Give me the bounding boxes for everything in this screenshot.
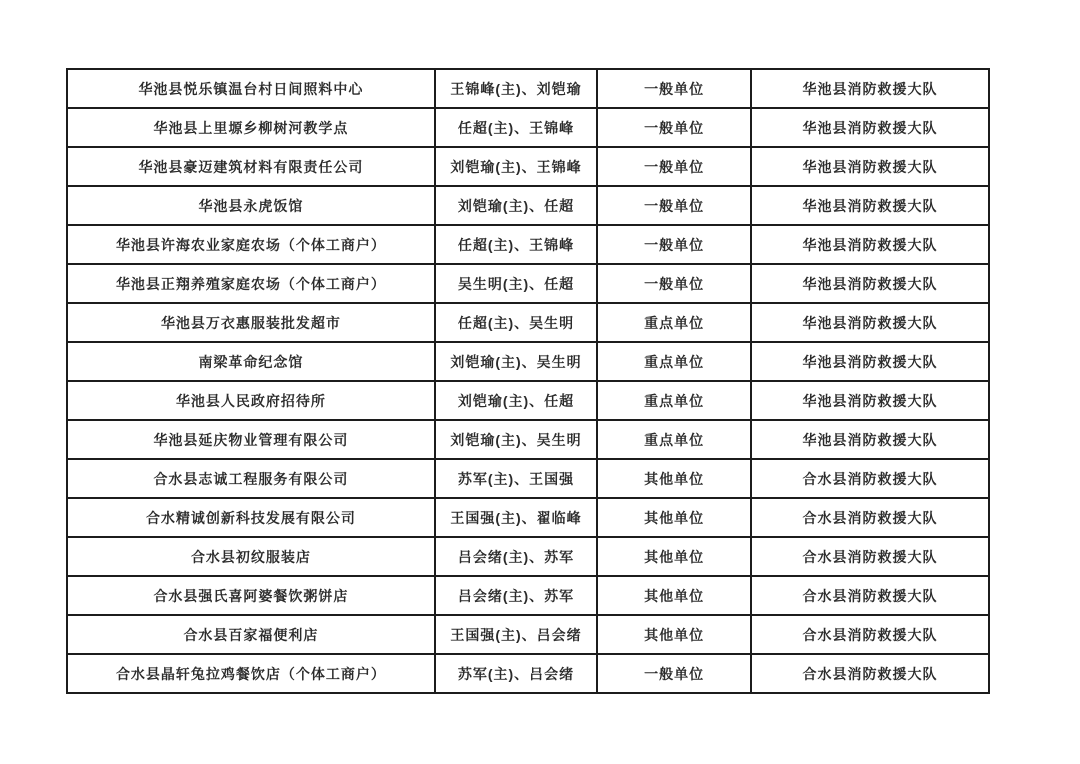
cell-brigade: 华池县消防救援大队: [751, 303, 989, 342]
cell-brigade: 华池县消防救援大队: [751, 225, 989, 264]
cell-personnel: 任超(主)、王锦峰: [435, 108, 597, 147]
cell-personnel: 任超(主)、王锦峰: [435, 225, 597, 264]
cell-personnel: 刘铠瑜(主)、吴生明: [435, 420, 597, 459]
cell-personnel: 王锦峰(主)、刘铠瑜: [435, 69, 597, 108]
cell-brigade: 合水县消防救援大队: [751, 615, 989, 654]
cell-unit-name: 华池县悦乐镇温台村日间照料中心: [67, 69, 435, 108]
cell-brigade: 华池县消防救援大队: [751, 420, 989, 459]
cell-brigade: 华池县消防救援大队: [751, 381, 989, 420]
table-row: [67, 186, 989, 225]
cell-unit-type: 一般单位: [597, 654, 751, 693]
table-row: [67, 459, 989, 498]
cell-brigade: 华池县消防救援大队: [751, 147, 989, 186]
cell-brigade: 合水县消防救援大队: [751, 537, 989, 576]
cell-unit-type: 一般单位: [597, 225, 751, 264]
cell-unit-type: 其他单位: [597, 537, 751, 576]
cell-unit-type: 其他单位: [597, 498, 751, 537]
cell-brigade: 华池县消防救援大队: [751, 186, 989, 225]
cell-brigade: 华池县消防救援大队: [751, 264, 989, 303]
cell-brigade: 华池县消防救援大队: [751, 108, 989, 147]
cell-unit-name: 华池县豪迈建筑材料有限责任公司: [67, 147, 435, 186]
cell-unit-type: 重点单位: [597, 303, 751, 342]
cell-unit-type: 重点单位: [597, 381, 751, 420]
cell-unit-name: 合水县初纹服装店: [67, 537, 435, 576]
cell-unit-name: 华池县永虎饭馆: [67, 186, 435, 225]
cell-personnel: 刘铠瑜(主)、任超: [435, 381, 597, 420]
cell-unit-name: 华池县万衣惠服装批发超市: [67, 303, 435, 342]
cell-unit-type: 一般单位: [597, 69, 751, 108]
inspection-units-table: [66, 68, 990, 694]
cell-personnel: 吕会绪(主)、苏军: [435, 537, 597, 576]
cell-unit-name: 华池县许海农业家庭农场（个体工商户）: [67, 225, 435, 264]
cell-unit-name: 华池县延庆物业管理有限公司: [67, 420, 435, 459]
cell-personnel: 刘铠瑜(主)、王锦峰: [435, 147, 597, 186]
cell-unit-name: 合水精诚创新科技发展有限公司: [67, 498, 435, 537]
cell-unit-name: 南梁革命纪念馆: [67, 342, 435, 381]
cell-unit-name: 华池县正翔养殖家庭农场（个体工商户）: [67, 264, 435, 303]
cell-unit-name: 华池县人民政府招待所: [67, 381, 435, 420]
table-row: [67, 615, 989, 654]
cell-personnel: 刘铠瑜(主)、吴生明: [435, 342, 597, 381]
table-row: [67, 69, 989, 108]
table-row: [67, 654, 989, 693]
table-row: [67, 342, 989, 381]
cell-personnel: 王国强(主)、翟临峰: [435, 498, 597, 537]
table-row: [67, 498, 989, 537]
cell-unit-type: 其他单位: [597, 576, 751, 615]
cell-personnel: 苏军(主)、吕会绪: [435, 654, 597, 693]
cell-brigade: 合水县消防救援大队: [751, 654, 989, 693]
cell-personnel: 苏军(主)、王国强: [435, 459, 597, 498]
cell-brigade: 华池县消防救援大队: [751, 69, 989, 108]
table-row: [67, 147, 989, 186]
cell-unit-type: 一般单位: [597, 147, 751, 186]
cell-personnel: 吕会绪(主)、苏军: [435, 576, 597, 615]
cell-unit-type: 其他单位: [597, 615, 751, 654]
table-row: [67, 225, 989, 264]
cell-unit-type: 一般单位: [597, 108, 751, 147]
table-row: [67, 420, 989, 459]
table-row: [67, 537, 989, 576]
cell-unit-type: 重点单位: [597, 342, 751, 381]
cell-unit-type: 其他单位: [597, 459, 751, 498]
cell-unit-type: 一般单位: [597, 264, 751, 303]
table-row: [67, 303, 989, 342]
cell-brigade: 合水县消防救援大队: [751, 576, 989, 615]
cell-brigade: 华池县消防救援大队: [751, 342, 989, 381]
table-row: [67, 381, 989, 420]
cell-unit-name: 合水县志诚工程服务有限公司: [67, 459, 435, 498]
cell-brigade: 合水县消防救援大队: [751, 498, 989, 537]
cell-personnel: 吴生明(主)、任超: [435, 264, 597, 303]
table-row: [67, 264, 989, 303]
cell-unit-name: 合水县百家福便利店: [67, 615, 435, 654]
cell-brigade: 合水县消防救援大队: [751, 459, 989, 498]
cell-personnel: 任超(主)、吴生明: [435, 303, 597, 342]
cell-unit-name: 合水县强氏喜阿婆餐饮粥饼店: [67, 576, 435, 615]
cell-unit-type: 一般单位: [597, 186, 751, 225]
cell-personnel: 刘铠瑜(主)、任超: [435, 186, 597, 225]
table-row: [67, 576, 989, 615]
table-row: [67, 108, 989, 147]
cell-unit-type: 重点单位: [597, 420, 751, 459]
cell-unit-name: 华池县上里塬乡柳树河教学点: [67, 108, 435, 147]
cell-unit-name: 合水县晶轩兔拉鸡餐饮店（个体工商户）: [67, 654, 435, 693]
cell-personnel: 王国强(主)、吕会绪: [435, 615, 597, 654]
